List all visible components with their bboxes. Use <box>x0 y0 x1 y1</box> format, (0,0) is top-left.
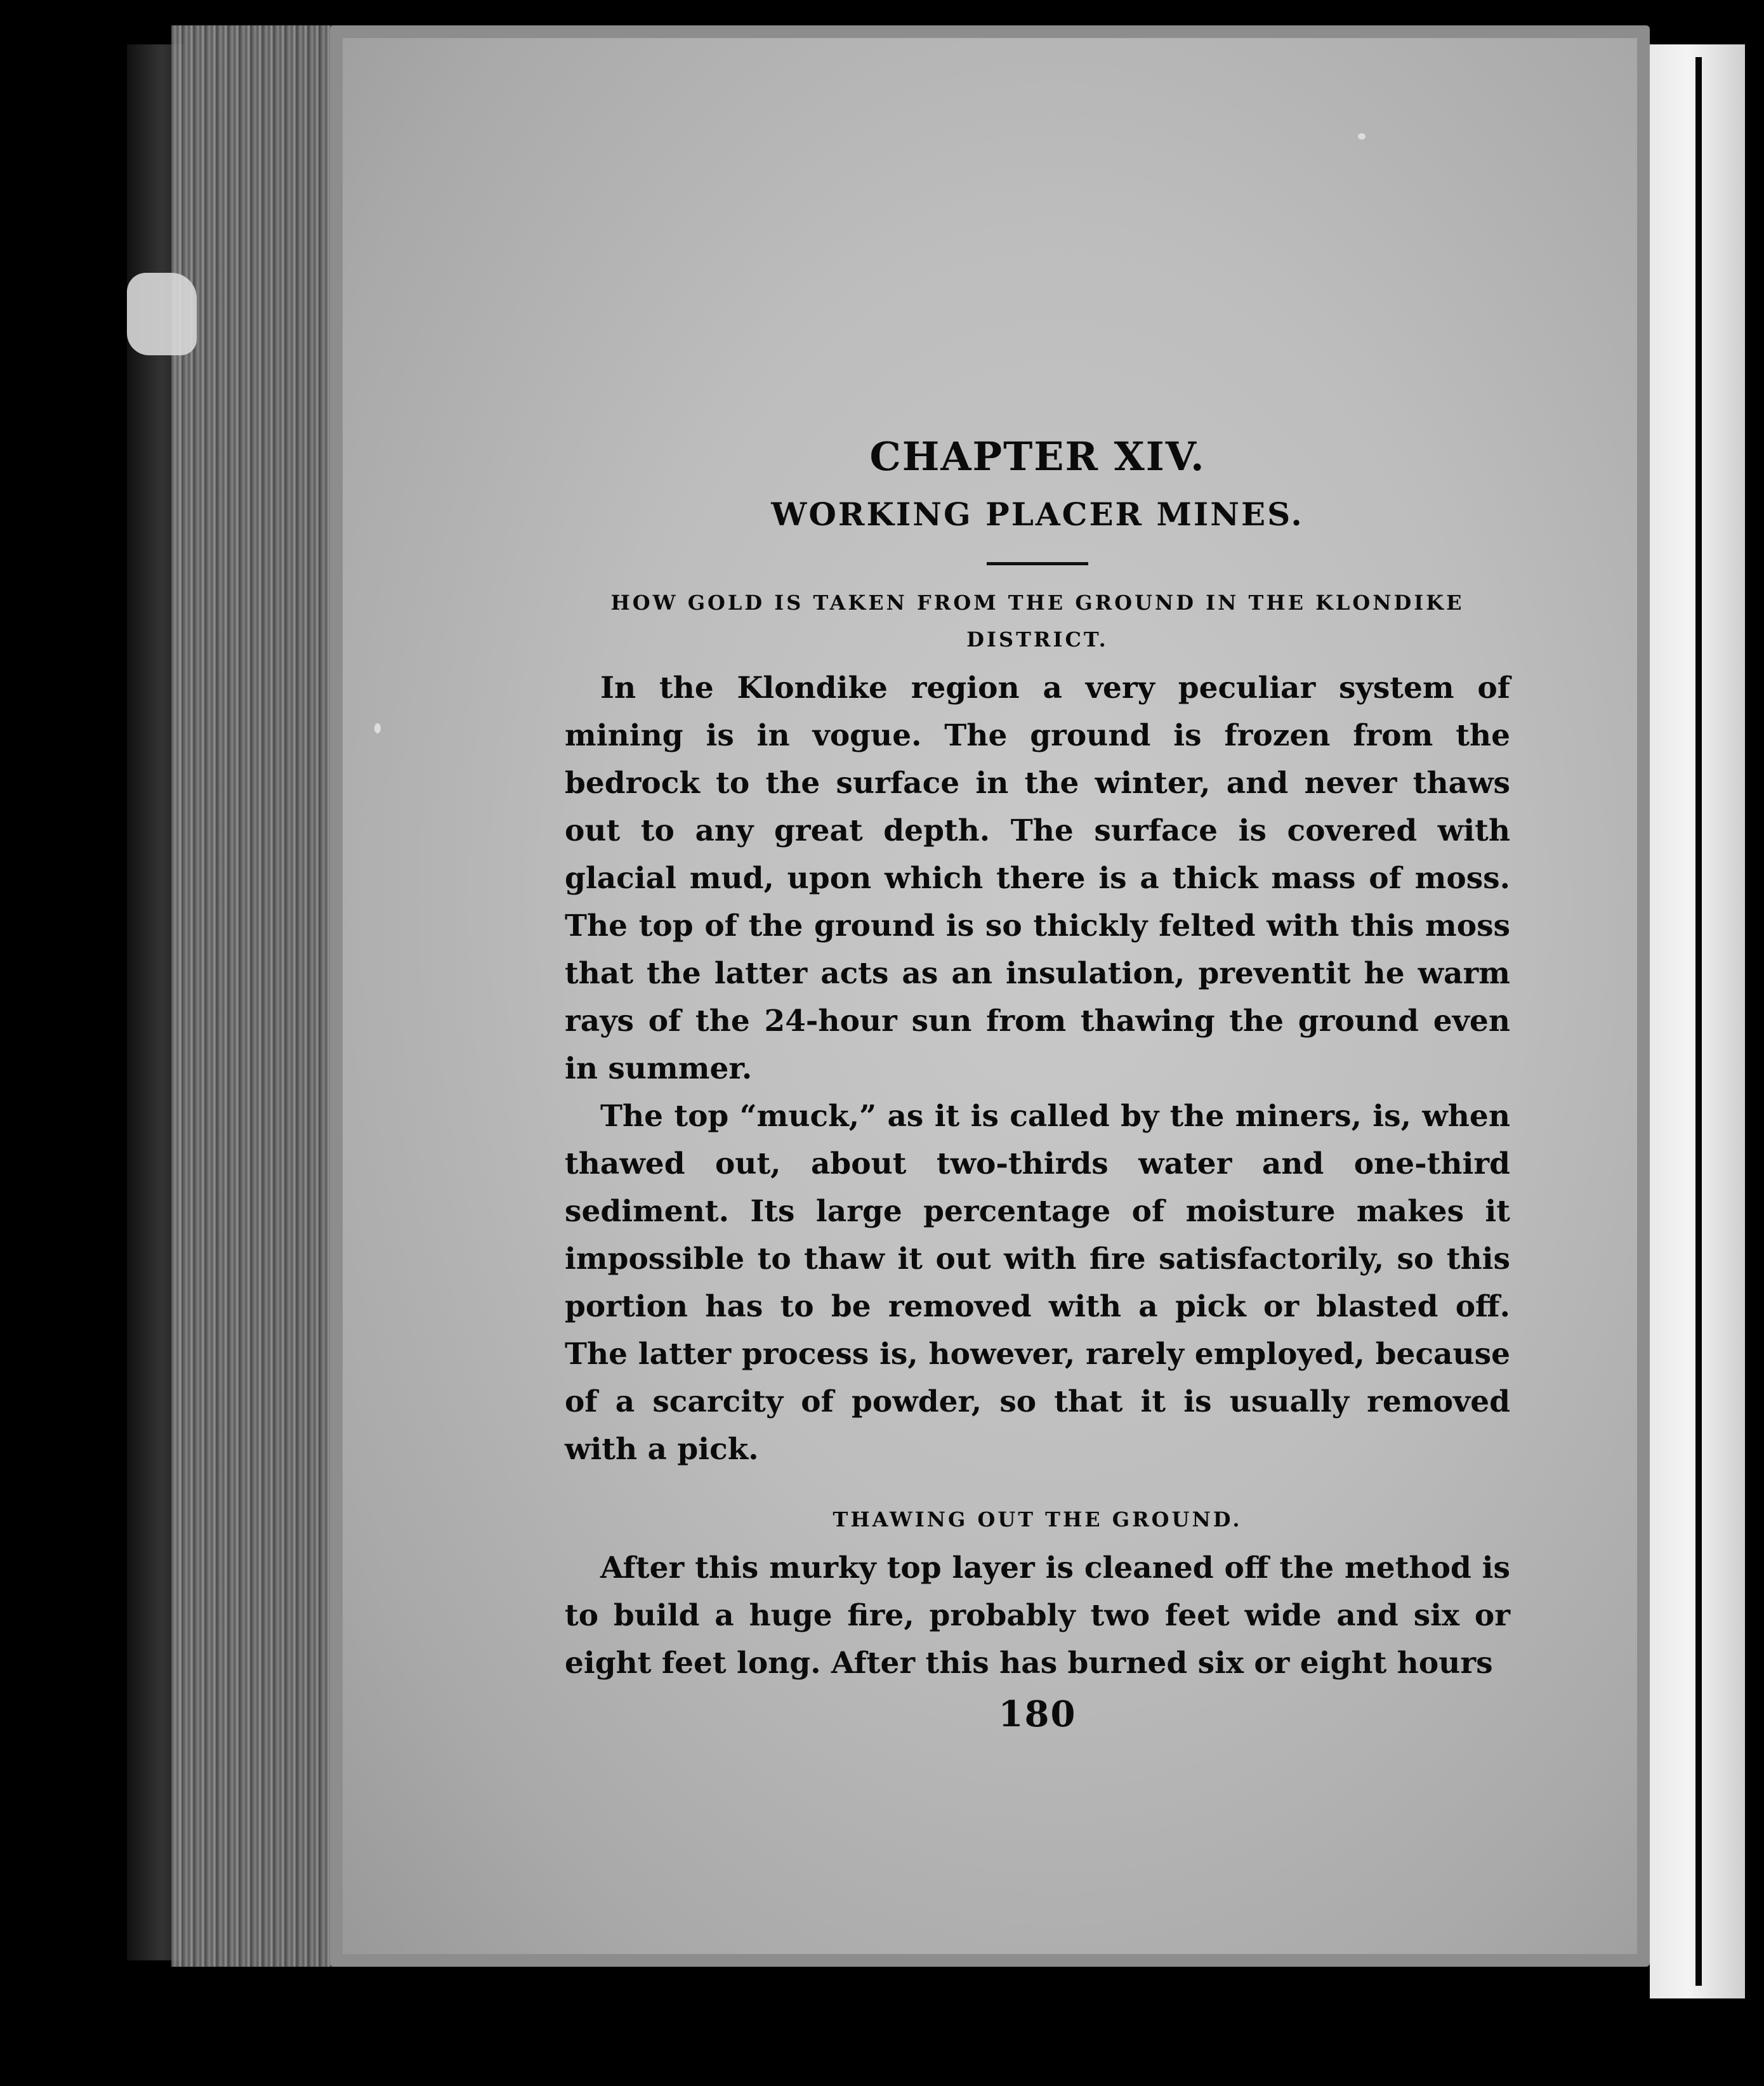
title-rule <box>987 562 1088 565</box>
next-page-gutter <box>1695 57 1702 1986</box>
subheading-thawing: THAWING OUT THE GROUND. <box>833 1507 1242 1532</box>
page-number: 180 <box>998 1693 1077 1735</box>
page-text <box>565 431 1510 1735</box>
paragraph-2: The top “muck,” as it is called by the miners, is, when thawed out, about two-thirds water and one-third sediment. Its large percentage of moisture makes it impossible to thaw it out with fire satisfactorily, so this portion has to be removed with a pick or blasted off. The latter process is, however, rarely employed, because of a scarcity of powder, so that it is usually removed with a pick. <box>565 1099 1510 1467</box>
chapter-title: CHAPTER XIV. <box>869 433 1206 480</box>
dust-speck <box>1358 133 1366 140</box>
section-title: WORKING PLACER MINES. <box>771 495 1304 533</box>
subheading-how-gold: HOW GOLD IS TAKEN FROM THE GROUND IN THE KLONDIKE DISTRICT. <box>610 591 1465 652</box>
paragraph-3: After this murky top layer is cleaned off the method is to build a huge fire, probably two feet wide and six or eight feet long. After this has burned six or eight hours <box>565 1551 1510 1681</box>
paragraph-1: In the Klondike region a very peculiar system of mining is in vogue. The ground is frozen from the bedrock to the surface in the winter, and never thaws out to any great depth. The surface is covered with glacial mud, upon which there is a thick mass of moss. The top of the ground is so thickly felted with this moss that the latter acts as an insulation, preventit he warm rays of the 24-hour sun from thawing the ground even in summer. <box>565 671 1510 1086</box>
dust-speck <box>374 723 381 733</box>
page-tab-marker <box>127 273 197 355</box>
